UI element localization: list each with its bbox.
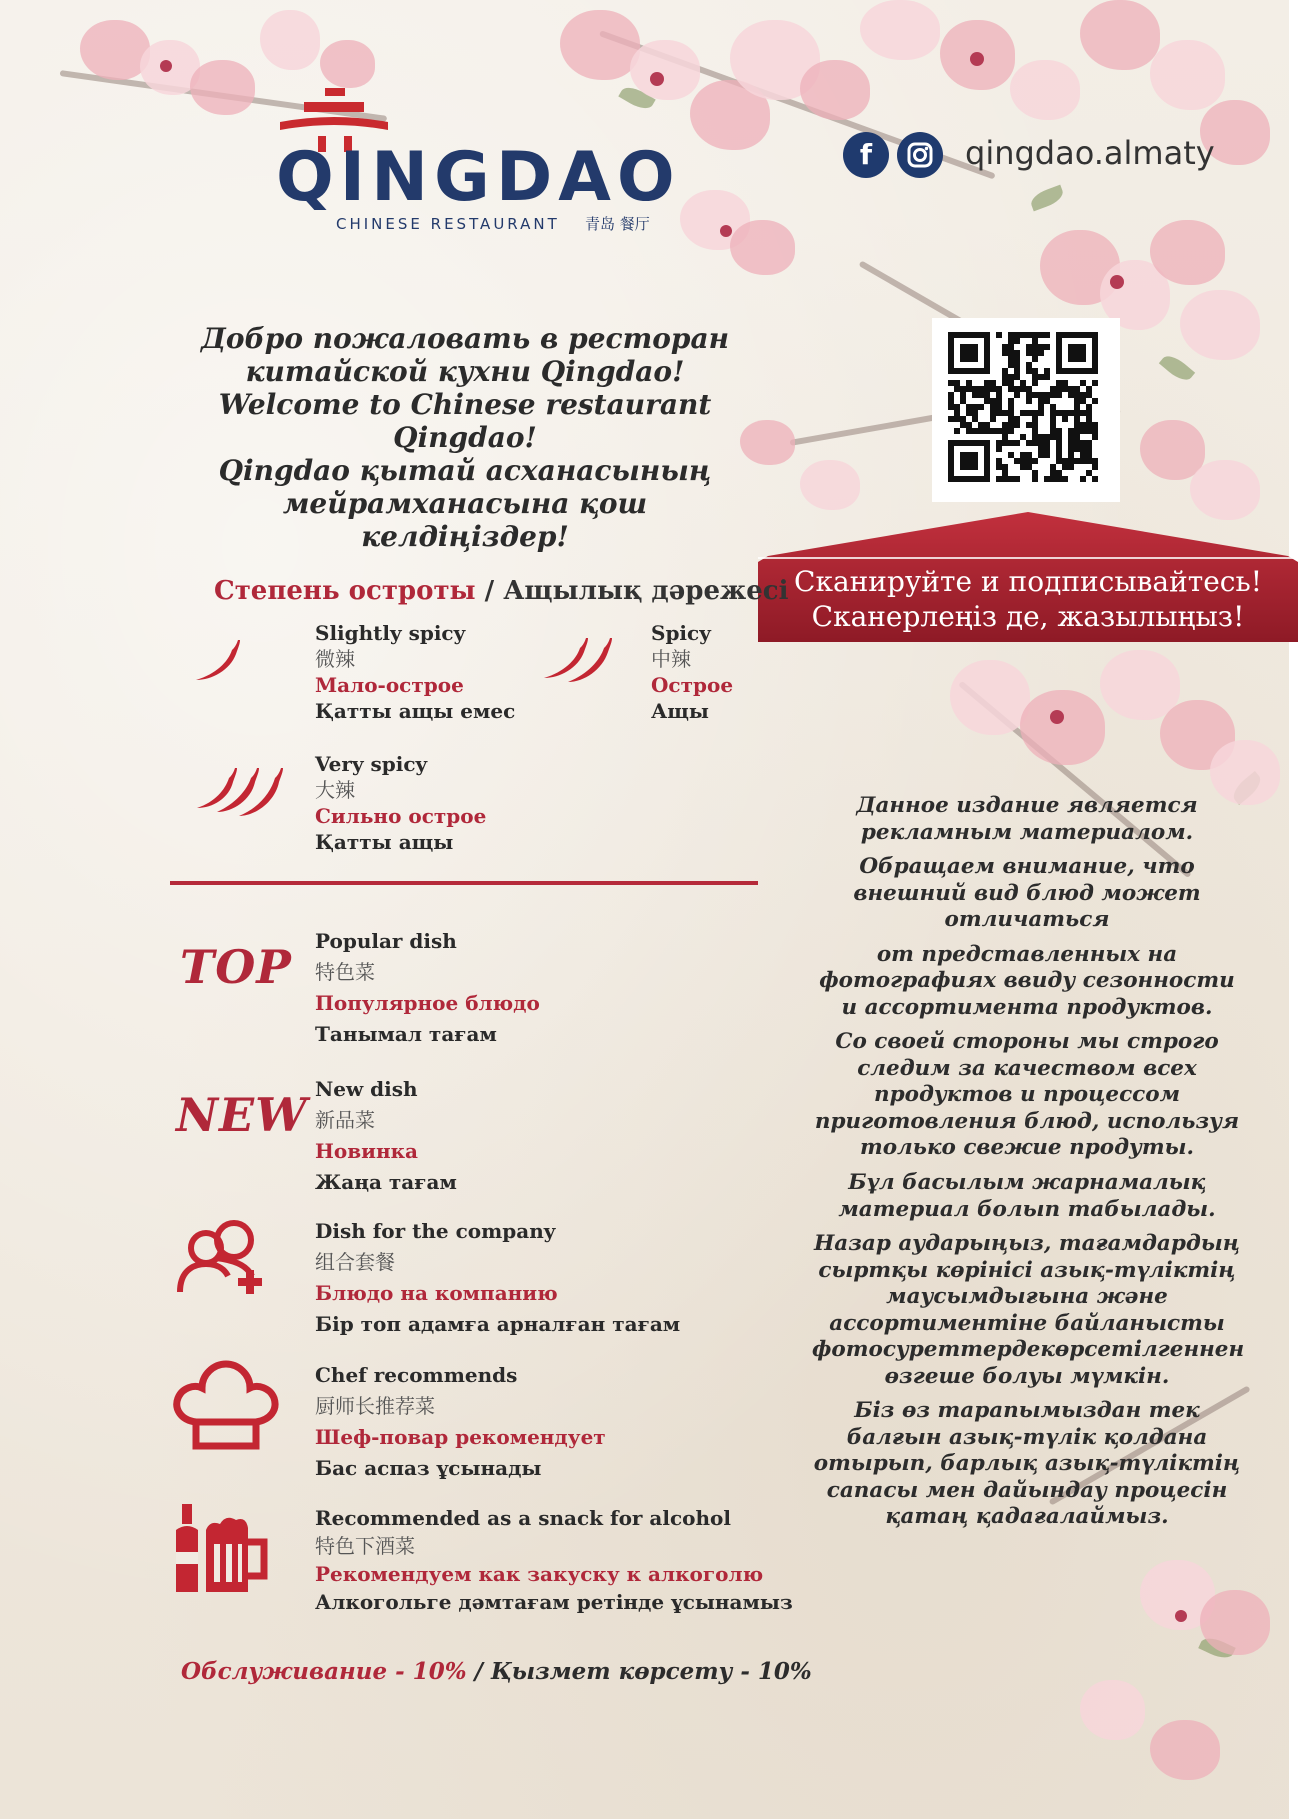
group-add-icon <box>176 1218 272 1302</box>
legend-ru: Мало-острое <box>315 673 464 697</box>
legend-en: Very spicy <box>315 752 428 776</box>
scan-banner <box>758 510 1298 642</box>
chili-pepper-3-icon <box>195 764 291 820</box>
chef-hat-icon <box>172 1358 280 1454</box>
legend-ru: Острое <box>651 673 734 697</box>
section-divider <box>170 881 758 885</box>
legend-kz: Алкогольге дәмтағам ретінде ұсынамыз <box>315 1590 793 1614</box>
welcome-line: Qingdao қытай асханасының <box>218 454 712 487</box>
social-handle[interactable]: qingdao.almaty <box>965 134 1215 172</box>
legend-cn: 微辣 <box>315 647 355 671</box>
legend-kz: Жаңа тағам <box>315 1170 457 1194</box>
marker-alcohol <box>315 1504 793 1616</box>
disclaimer-paragraph: Данное издание является рекламным материалом. <box>856 793 1198 845</box>
welcome-line: Qingdao! <box>393 421 537 454</box>
legend-en: Dish for the company <box>315 1219 556 1243</box>
top-badge: TOP <box>180 940 292 994</box>
legend-kz: Бас аспаз ұсынады <box>315 1456 542 1480</box>
disclaimer-paragraph: Со своей стороны мы строго следим за качеством всех продуктов и процессом приготовления блюд, используя только свежие продуты. <box>814 1029 1240 1160</box>
new-badge: NEW <box>176 1088 308 1142</box>
legend-kz: Қатты ащы <box>315 830 454 854</box>
service-charge-kz: Қызмет көрсету - 10% <box>490 1658 812 1685</box>
welcome-text <box>175 322 755 553</box>
logo-subtitle: CHINESE RESTAURANT <box>336 215 560 233</box>
legend-cn: 新品菜 <box>315 1108 375 1132</box>
legend-cn: 特色下酒菜 <box>315 1534 415 1558</box>
spice-heading-ru: Степень остроты <box>214 576 476 606</box>
page-edge <box>1289 0 1301 1819</box>
legend-ru: Новинка <box>315 1139 419 1163</box>
scan-line-2: Сканерлеңіз де, жазылыңыз! <box>811 600 1245 633</box>
legend-en: Popular dish <box>315 929 457 953</box>
scan-line-1: Сканируйте и подписывайтесь! <box>794 565 1262 598</box>
legend-en: New dish <box>315 1077 418 1101</box>
legend-cn: 特色菜 <box>315 960 375 984</box>
disclaimer-paragraph: Біз өз тарапымыздан тек балғын азық-түлік қолдана отырып, барлық азық-түліктің сапасы мен дайындау процесін қатаң қадағалаймыз. <box>813 1398 1241 1529</box>
legend-kz: Қатты ащы емес <box>315 699 516 723</box>
legend-ru: Шеф-повар рекомендует <box>315 1425 606 1449</box>
instagram-icon[interactable] <box>897 132 943 178</box>
legend-ru: Сильно острое <box>315 804 487 828</box>
legend-kz: Танымал тағам <box>315 1022 497 1046</box>
legend-en: Spicy <box>651 621 711 645</box>
legend-ru: Блюдо на компанию <box>315 1281 558 1305</box>
bottle-beer-icon <box>172 1500 276 1596</box>
legend-kz: Ащы <box>651 699 709 723</box>
logo-subtitle-cn: 青岛 餐厅 <box>585 215 650 233</box>
spice-heading <box>214 576 789 606</box>
legend-cn: 厨师长推荐菜 <box>315 1394 435 1418</box>
chili-pepper-1-icon <box>190 636 250 686</box>
legend-ru: Рекомендуем как закуску к алкоголю <box>315 1562 764 1586</box>
legend-cn: 大辣 <box>315 778 355 802</box>
marker-company <box>315 1216 680 1340</box>
welcome-line: мейрамханасына қош келдіңіздер! <box>282 487 648 553</box>
marker-chef <box>315 1360 606 1484</box>
disclaimer-kz <box>812 1170 1245 1539</box>
facebook-icon[interactable]: f <box>843 132 889 178</box>
legend-en: Recommended as a snack for alcohol <box>315 1506 731 1530</box>
service-charge <box>181 1658 812 1685</box>
welcome-line: Welcome to Chinese restaurant <box>218 388 712 421</box>
restaurant-logo <box>270 82 681 242</box>
qr-code[interactable] <box>932 318 1120 502</box>
welcome-line: китайской кухни Qingdao! <box>245 355 685 388</box>
spice-level-slightly <box>315 620 515 724</box>
welcome-line: Добро пожаловать в ресторан <box>200 322 730 355</box>
disclaimer-paragraph: Назар аударыңыз, тағамдардың сыртқы көрінісі азық-түліктің маусымдығына және ассортиментіне байланысты фотосуреттердекөрсетілгеннен өзгеше болуы мүмкін. <box>812 1231 1245 1389</box>
logo-wordmark: QINGDAO <box>276 138 681 217</box>
legend-ru: Популярное блюдо <box>315 991 540 1015</box>
spice-heading-kz: Ащылық дәрежесі <box>503 576 789 606</box>
marker-new <box>315 1074 457 1198</box>
service-charge-ru: Обслуживание - 10% <box>181 1658 467 1685</box>
legend-en: Chef recommends <box>315 1363 518 1387</box>
spice-heading-separator: / <box>475 576 504 606</box>
service-charge-separator: / <box>466 1658 491 1685</box>
spice-level-very <box>315 751 486 855</box>
chili-pepper-2-icon <box>540 634 620 688</box>
disclaimer-paragraph: от представленных на фотографиях ввиду сезонности и ассортимента продуктов. <box>819 941 1235 1020</box>
legend-cn: 中辣 <box>651 647 691 671</box>
disclaimer-ru <box>812 793 1242 1170</box>
scan-text <box>758 564 1298 634</box>
legend-en: Slightly spicy <box>315 621 466 645</box>
legend-cn: 组合套餐 <box>315 1250 395 1274</box>
legend-kz: Бір топ адамға арналған тағам <box>315 1312 681 1336</box>
disclaimer-paragraph: Бұл басылым жарнамалық материал болып табылады. <box>838 1170 1216 1222</box>
marker-popular <box>315 926 540 1050</box>
disclaimer-paragraph: Обращаем внимание, что внешний вид блюд может отличаться <box>853 854 1201 932</box>
spice-level-spicy <box>651 620 733 724</box>
